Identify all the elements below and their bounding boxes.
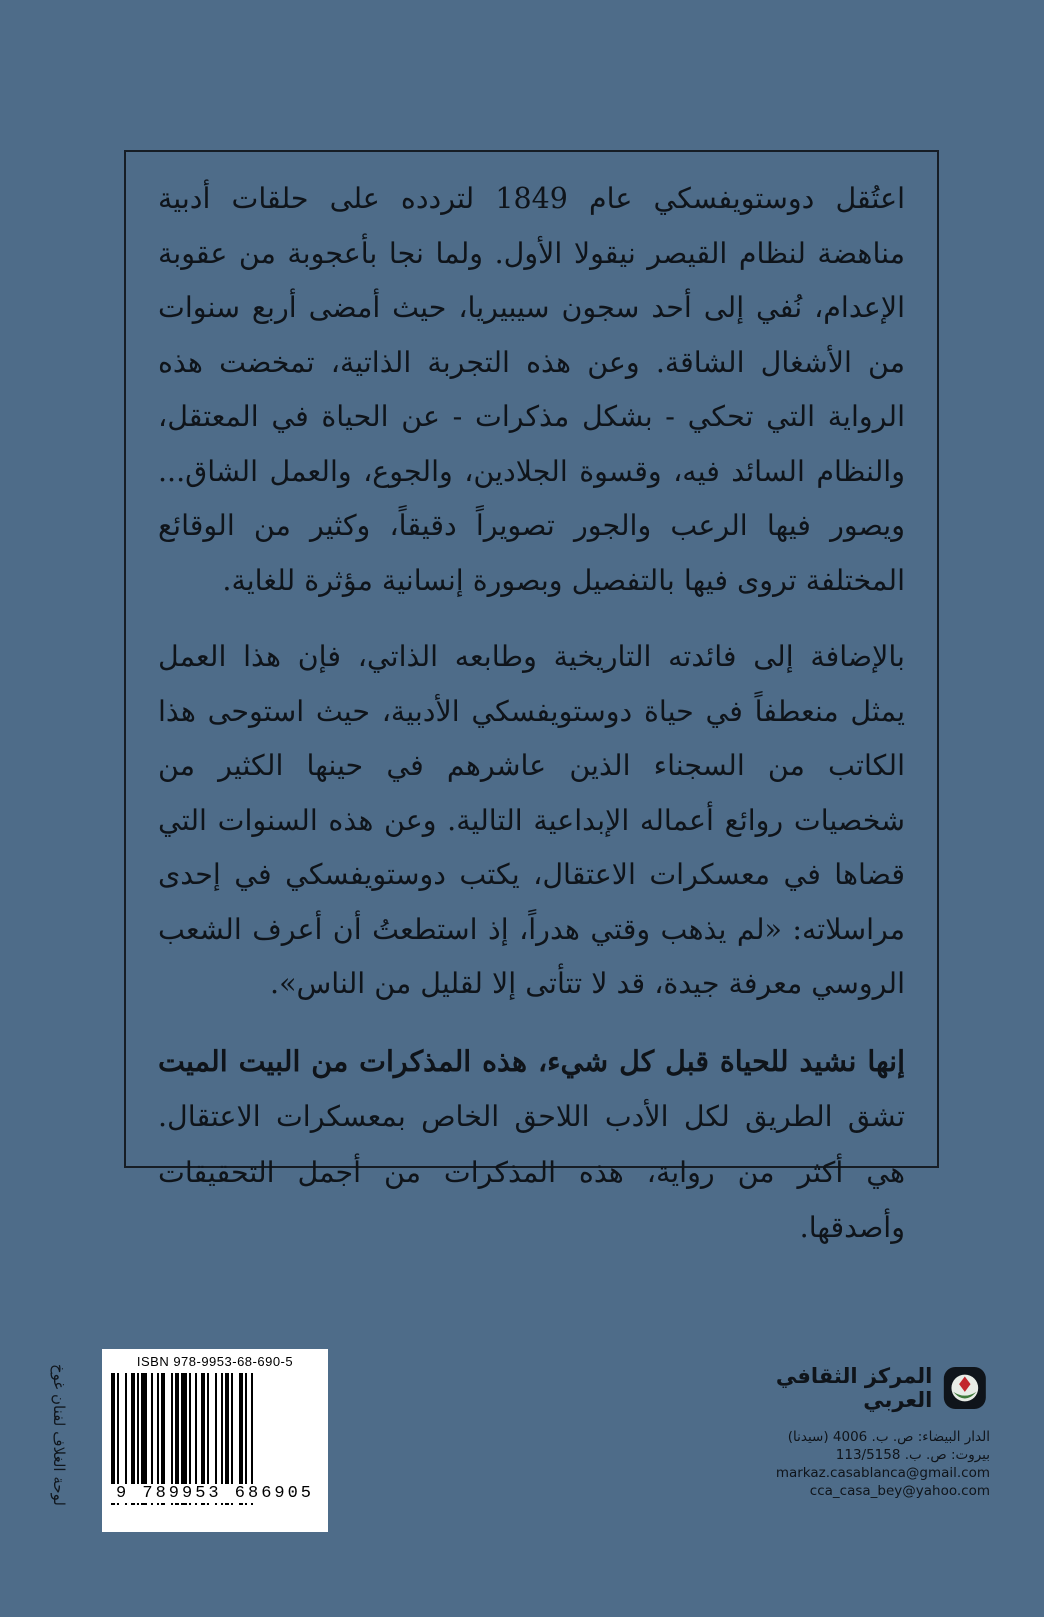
blurb-frame	[124, 150, 939, 1244]
publisher-beirut-address: بيروت: ص. ب. 113/5158	[835, 1447, 990, 1463]
publisher-email-1: markaz.casablanca@gmail.com	[775, 1465, 990, 1481]
blurb-paragraph-3	[158, 1034, 905, 1256]
publisher-name: المركز الثقافي العربي	[775, 1364, 933, 1412]
barcode-bars	[109, 1373, 321, 1505]
publisher-logo-icon	[940, 1362, 990, 1414]
blurb-paragraph-1: اعتُقل دوستويفسكي عام 1849 لتردده على حلقات أدبية مناهضة لنظام القيصر نيقولا الأول. ولما نجا بأعجوبة من عقوبة الإعدام، نُفي إلى أحد سجون سيبيريا، حيث أمضى أربع سنوات من الأشغال الشاقة. وعن هذه التجربة الذاتية، تمخضت هذه الرواية التي تحكي - بشكل مذكرات - عن الحياة في المعتقل، والنظام السائد فيه، وقسوة الجلادين، والجوع، والعمل الشاق... ويصور فيها الرعب والجور تصويراً دقيقاً، وكثير من الوقائع المختلفة تروى فيها بالتفصيل وبصورة إنسانية مؤثرة للغاية.	[158, 182, 905, 597]
publisher-email-2: cca_casa_bey@yahoo.com	[809, 1483, 990, 1499]
barcode-digits: 9 789953 686905	[109, 1484, 321, 1503]
cover-art-credit: لوحة الغلاف لفنان غوخ	[50, 1364, 68, 1506]
blurb-closing-rest: تشق الطريق لكل الأدب اللاحق الخاص بمعسكرات الاعتقال. هي أكثر من رواية، هذه المذكرات من أجمل التحقيقات وأصدقها.	[158, 1100, 905, 1244]
isbn-barcode	[102, 1349, 328, 1532]
publisher-casablanca-address: الدار البيضاء: ص. ب. 4006 (سيدنا)	[787, 1429, 990, 1445]
isbn-label: ISBN 978-9953-68-690-5	[136, 1354, 294, 1369]
blurb-closing-bold: إنها نشيد للحياة قبل كل شيء، هذه المذكرات من البيت الميت	[158, 1043, 905, 1078]
blurb-paragraph-2: بالإضافة إلى فائدته التاريخية وطابعه الذاتي، فإن هذا العمل يمثل منعطفاً في حياة دوستويفسكي الأدبية، حيث استوحى هذا الكاتب من السجناء الذين عاشرهم في حينها الكثير من شخصيات روائع أعماله الإبداعية التالية. وعن هذه السنوات التي قضاها في معسكرات الاعتقال، يكتب دوستويفسكي في إحدى مراسلاته: «لم يذهب وقتي هدراً، إذ استطعتُ أن أعرف الشعب الروسي معرفة جيدة، قد لا تتأتى إلا لقليل من الناس».	[158, 640, 905, 1000]
publisher-block	[710, 1360, 990, 1510]
